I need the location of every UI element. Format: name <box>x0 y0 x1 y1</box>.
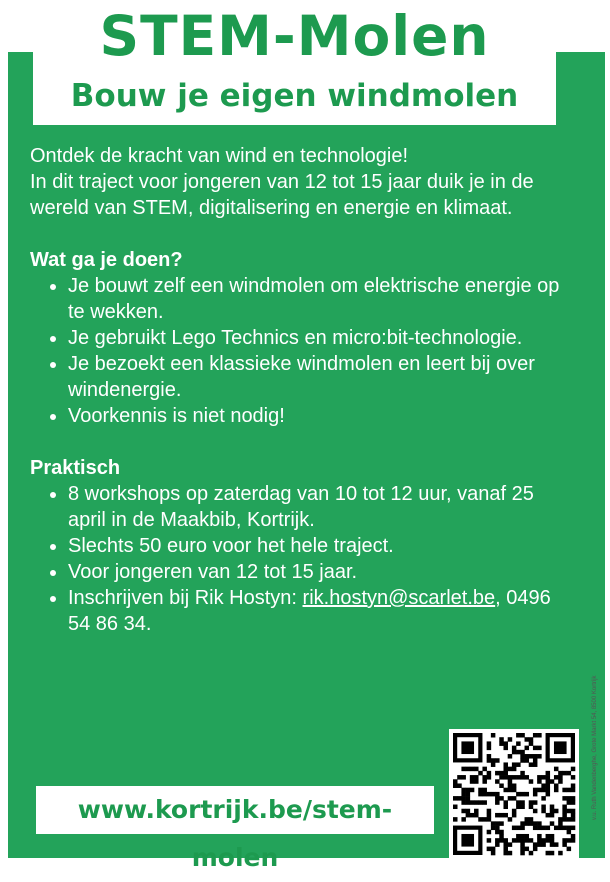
flyer-content <box>30 143 570 637</box>
email-link[interactable]: rik.hostyn@scarlet.be <box>302 587 496 609</box>
activities-heading: Wat ga je doen? <box>30 249 183 271</box>
list-item: • Je bouwt zelf een windmolen om elektrische energie op te wekken. <box>68 273 570 325</box>
intro-line-1: Ontdek de kracht van wind en technologie! <box>30 145 409 167</box>
phone-number: , 0496 54 86 34. <box>68 587 551 635</box>
activities-list <box>30 273 570 429</box>
list-item: • 8 workshops op zaterdag van 10 tot 12 uur, vanaf 25 april in de Maakbib, Kortrijk. <box>68 481 570 533</box>
list-item: • Je bezoekt een klassieke windmolen en leert bij over windenergie. <box>68 351 570 403</box>
intro-line-2: In dit traject voor jongeren van 12 tot 15 jaar duik je in de wereld van STEM, digitalisering en energie en klimaat. <box>30 171 534 219</box>
publisher-credit: v.u. Ruth Vandenberghe, Grote Markt 54, 8500 Kortrijk <box>592 675 598 820</box>
list-item: • Voorkennis is niet nodig! <box>68 403 570 429</box>
signup-item <box>68 585 570 637</box>
url-box <box>36 786 434 872</box>
practical-list <box>30 481 570 637</box>
signup-prefix: Inschrijven bij Rik Hostyn: <box>68 587 303 609</box>
website-url[interactable]: www.kortrijk.be/stem-molen <box>77 795 393 872</box>
list-item: • Voor jongeren van 12 tot 15 jaar. <box>68 559 570 585</box>
list-item: • Slechts 50 euro voor het hele traject. <box>68 533 570 559</box>
title-box <box>33 0 556 125</box>
qr-code-icon[interactable] <box>449 729 579 859</box>
practical-heading: Praktisch <box>30 457 121 479</box>
qr-code-graphic <box>449 729 579 859</box>
list-item: • Je gebruikt Lego Technics en micro:bit-technologie. <box>68 325 570 351</box>
page-title: STEM-Molen <box>99 4 490 68</box>
page-subtitle: Bouw je eigen windmolen <box>70 78 519 114</box>
